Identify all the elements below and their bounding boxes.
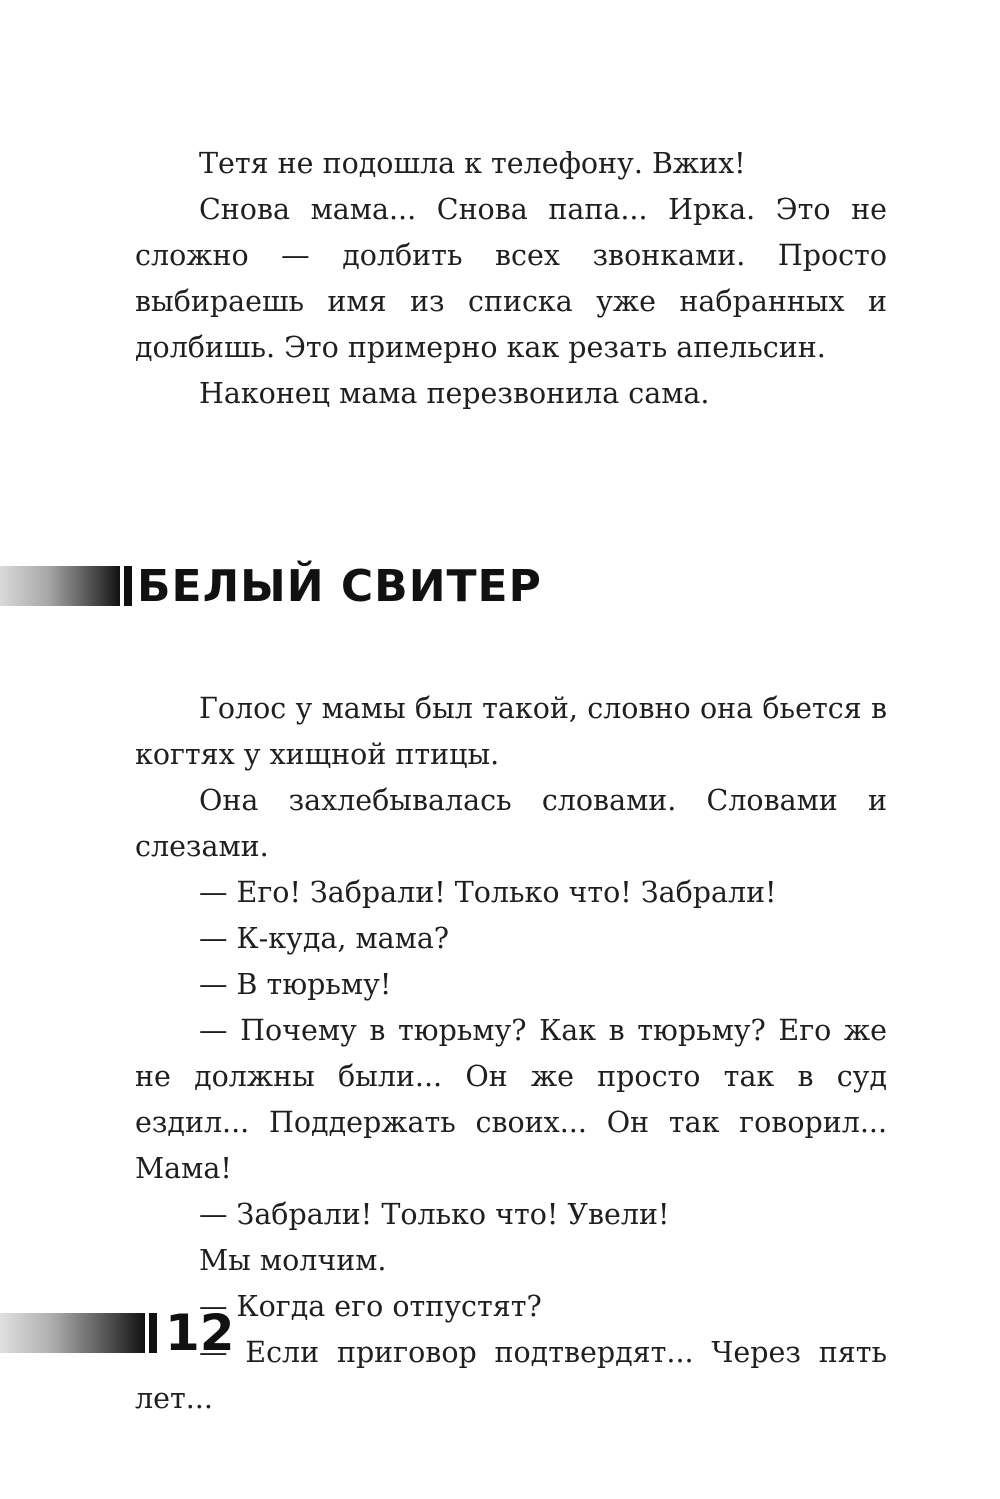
dialogue-line: — К-куда, мама? — [199, 922, 450, 955]
footer-gradient-bar — [0, 1313, 145, 1353]
top-text-block — [135, 141, 887, 417]
dialogue-line: — Когда его отпустят? — [199, 1290, 542, 1323]
dialogue-line: — Почему в тюрьму? Как в тюрьму? Его же не должны были... Он же просто так в суд ездил... Поддержать своих... Он так говорил... Мама! — [135, 1014, 887, 1185]
page-footer — [0, 1304, 1000, 1364]
dialogue-line: — Его! Забрали! Только что! Забрали! — [199, 876, 777, 909]
paragraph: Голос у мамы был такой, словно она бьется в когтях у хищной птицы. — [135, 692, 887, 771]
paragraph: Мы молчим. — [199, 1244, 387, 1277]
chapter-title: БЕЛЫЙ СВИТЕР — [137, 561, 542, 612]
dialogue-line: — В тюрьму! — [199, 968, 392, 1001]
paragraph: Тетя не подошла к телефону. Вжих! — [199, 147, 746, 180]
chapter-header — [0, 560, 1000, 614]
paragraph: Она захлебывалась словами. Словами и слезами. — [135, 784, 887, 863]
page-number: 12 — [165, 1304, 235, 1362]
paragraph: Снова мама... Снова папа... Ирка. Это не сложно — долбить всех звонками. Просто выбираешь имя из списка уже набранных и долбишь. Это примерно как резать апельсин. — [135, 193, 887, 364]
dialogue-line: — Если приговор подтвердят... Через пять лет... — [135, 1336, 887, 1415]
chapter-bar-tick — [124, 566, 132, 606]
footer-bar-tick — [149, 1313, 157, 1353]
dialogue-line: — Забрали! Только что! Увели! — [199, 1198, 670, 1231]
paragraph: Наконец мама перезвонила сама. — [199, 377, 710, 410]
chapter-gradient-bar — [0, 566, 120, 606]
